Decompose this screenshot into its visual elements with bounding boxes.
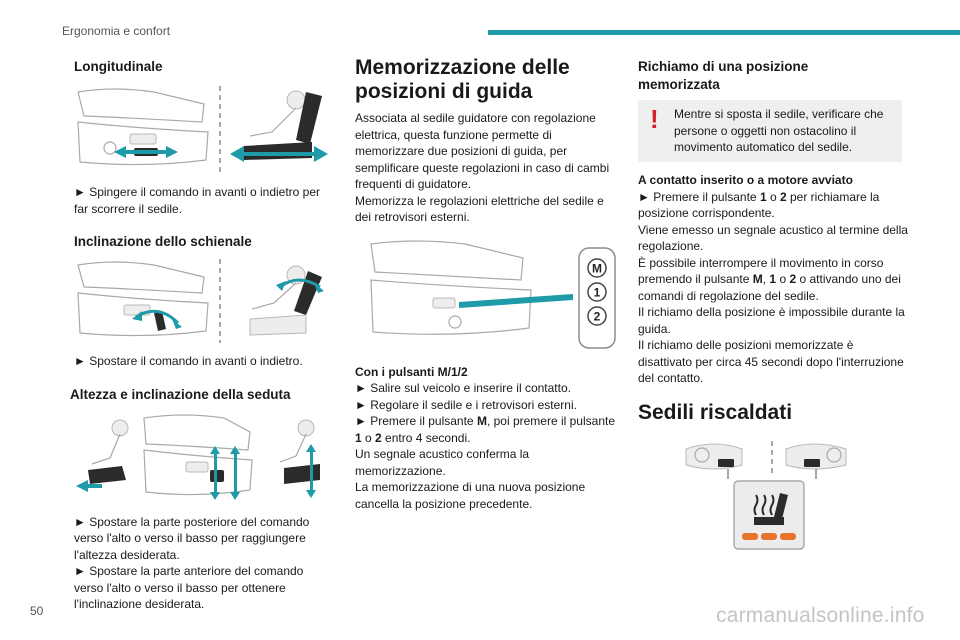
memory-confirm: Un segnale acustico conferma la memorizzazione. — [355, 447, 530, 478]
warning-text: Mentre si sposta il sedile, verificare che persone o oggetti non ostacolino il movimento automatico del sedile. — [674, 107, 884, 154]
section-header: Ergonomia e confort — [62, 24, 171, 38]
memory-buttons-illustration — [355, 232, 619, 354]
column-recall-heated — [638, 52, 908, 553]
height-text-1: ► Spostare la parte posteriore del comando verso l'alto o verso il basso per raggiungere l'altezza desiderata. — [74, 514, 310, 562]
longitudinal-text: ► Spingere il comando in avanti o indietro per far scorrere il sedile. — [74, 185, 321, 216]
height-title: Altezza e inclinazione della seduta — [70, 386, 291, 402]
memory-title-line1: Memorizzazione delle — [355, 56, 570, 79]
column-seat-adjustments — [70, 52, 336, 613]
recall-title-line2: memorizzata — [638, 77, 720, 92]
heated-seats-title: Sedili riscaldati — [638, 400, 793, 424]
height-illustration — [74, 410, 336, 504]
memory-step-2: ► Regolare il sedile e i retrovisori esterni. — [355, 397, 577, 412]
recall-p5: Il richiamo delle posizioni memorizzate è disattivato per circa 45 secondi dopo l'interruzione del contatto. — [638, 338, 904, 385]
recall-title-line1: Richiamo di una posizione — [638, 59, 809, 74]
height-text-2: ► Spostare la parte anteriore del comando verso l'alto o verso il basso per ottenere l'inclinazione desiderata. — [74, 564, 304, 611]
recall-p4: Il richiamo della posizione è impossibile durante la guida. — [638, 305, 905, 336]
memory-step-3: ► Premere il pulsante M, poi premere il pulsante 1 o 2 entro 4 secondi. — [355, 414, 616, 445]
header-accent-bar — [488, 30, 960, 35]
memory-buttons-subtitle: Con i pulsanti M/1/2 — [355, 364, 468, 379]
memory-title-line2: posizioni di guida — [355, 80, 533, 103]
memory-button-m: M — [592, 261, 602, 275]
memory-step-1: ► Salire sul veicolo e inserire il contatto. — [355, 381, 571, 395]
column-memory-positions — [355, 52, 619, 512]
recall-p1: ► Premere il pulsante 1 o 2 per richiamare la posizione corrispondente. — [638, 189, 880, 220]
longitudinal-illustration — [74, 82, 336, 178]
page-number: 50 — [30, 604, 44, 618]
recall-subtitle: A contatto inserito o a motore avviato — [638, 173, 853, 187]
memory-button-2: 2 — [593, 309, 601, 323]
longitudinal-title: Longitudinale — [74, 59, 163, 74]
memory-button-1: 1 — [593, 285, 601, 299]
backrest-title: Inclinazione dello schienale — [74, 234, 252, 249]
backrest-text: ► Spostare il comando in avanti o indietro. — [74, 354, 303, 368]
memory-cancel: La memorizzazione di una nuova posizione cancella la posizione precedente. — [355, 480, 586, 511]
recall-p3: È possibile interrompere il movimento in corso premendo il pulsante M, 1 o 2 o attivando uno dei comandi di regolazione del sedile. — [638, 255, 901, 303]
heated-seats-illustration — [638, 429, 908, 553]
warning-box — [638, 100, 902, 162]
backrest-illustration — [74, 257, 336, 345]
recall-p2: Viene emesso un segnale acustico al termine della regolazione. — [638, 222, 908, 253]
memory-intro: Associata al sedile guidatore con regolazione elettrica, questa funzione permette di memorizzare due posizioni di guida, per semplificare queste regolazioni in caso di cambi frequenti di guidatore. — [355, 111, 610, 191]
watermark: carmanualsonline.info — [716, 604, 925, 627]
memory-intro-2: Memorizza le regolazioni elettriche del sedile e dei retrovisori esterni. — [355, 193, 604, 224]
exclamation-warning-icon: ! — [650, 104, 659, 134]
